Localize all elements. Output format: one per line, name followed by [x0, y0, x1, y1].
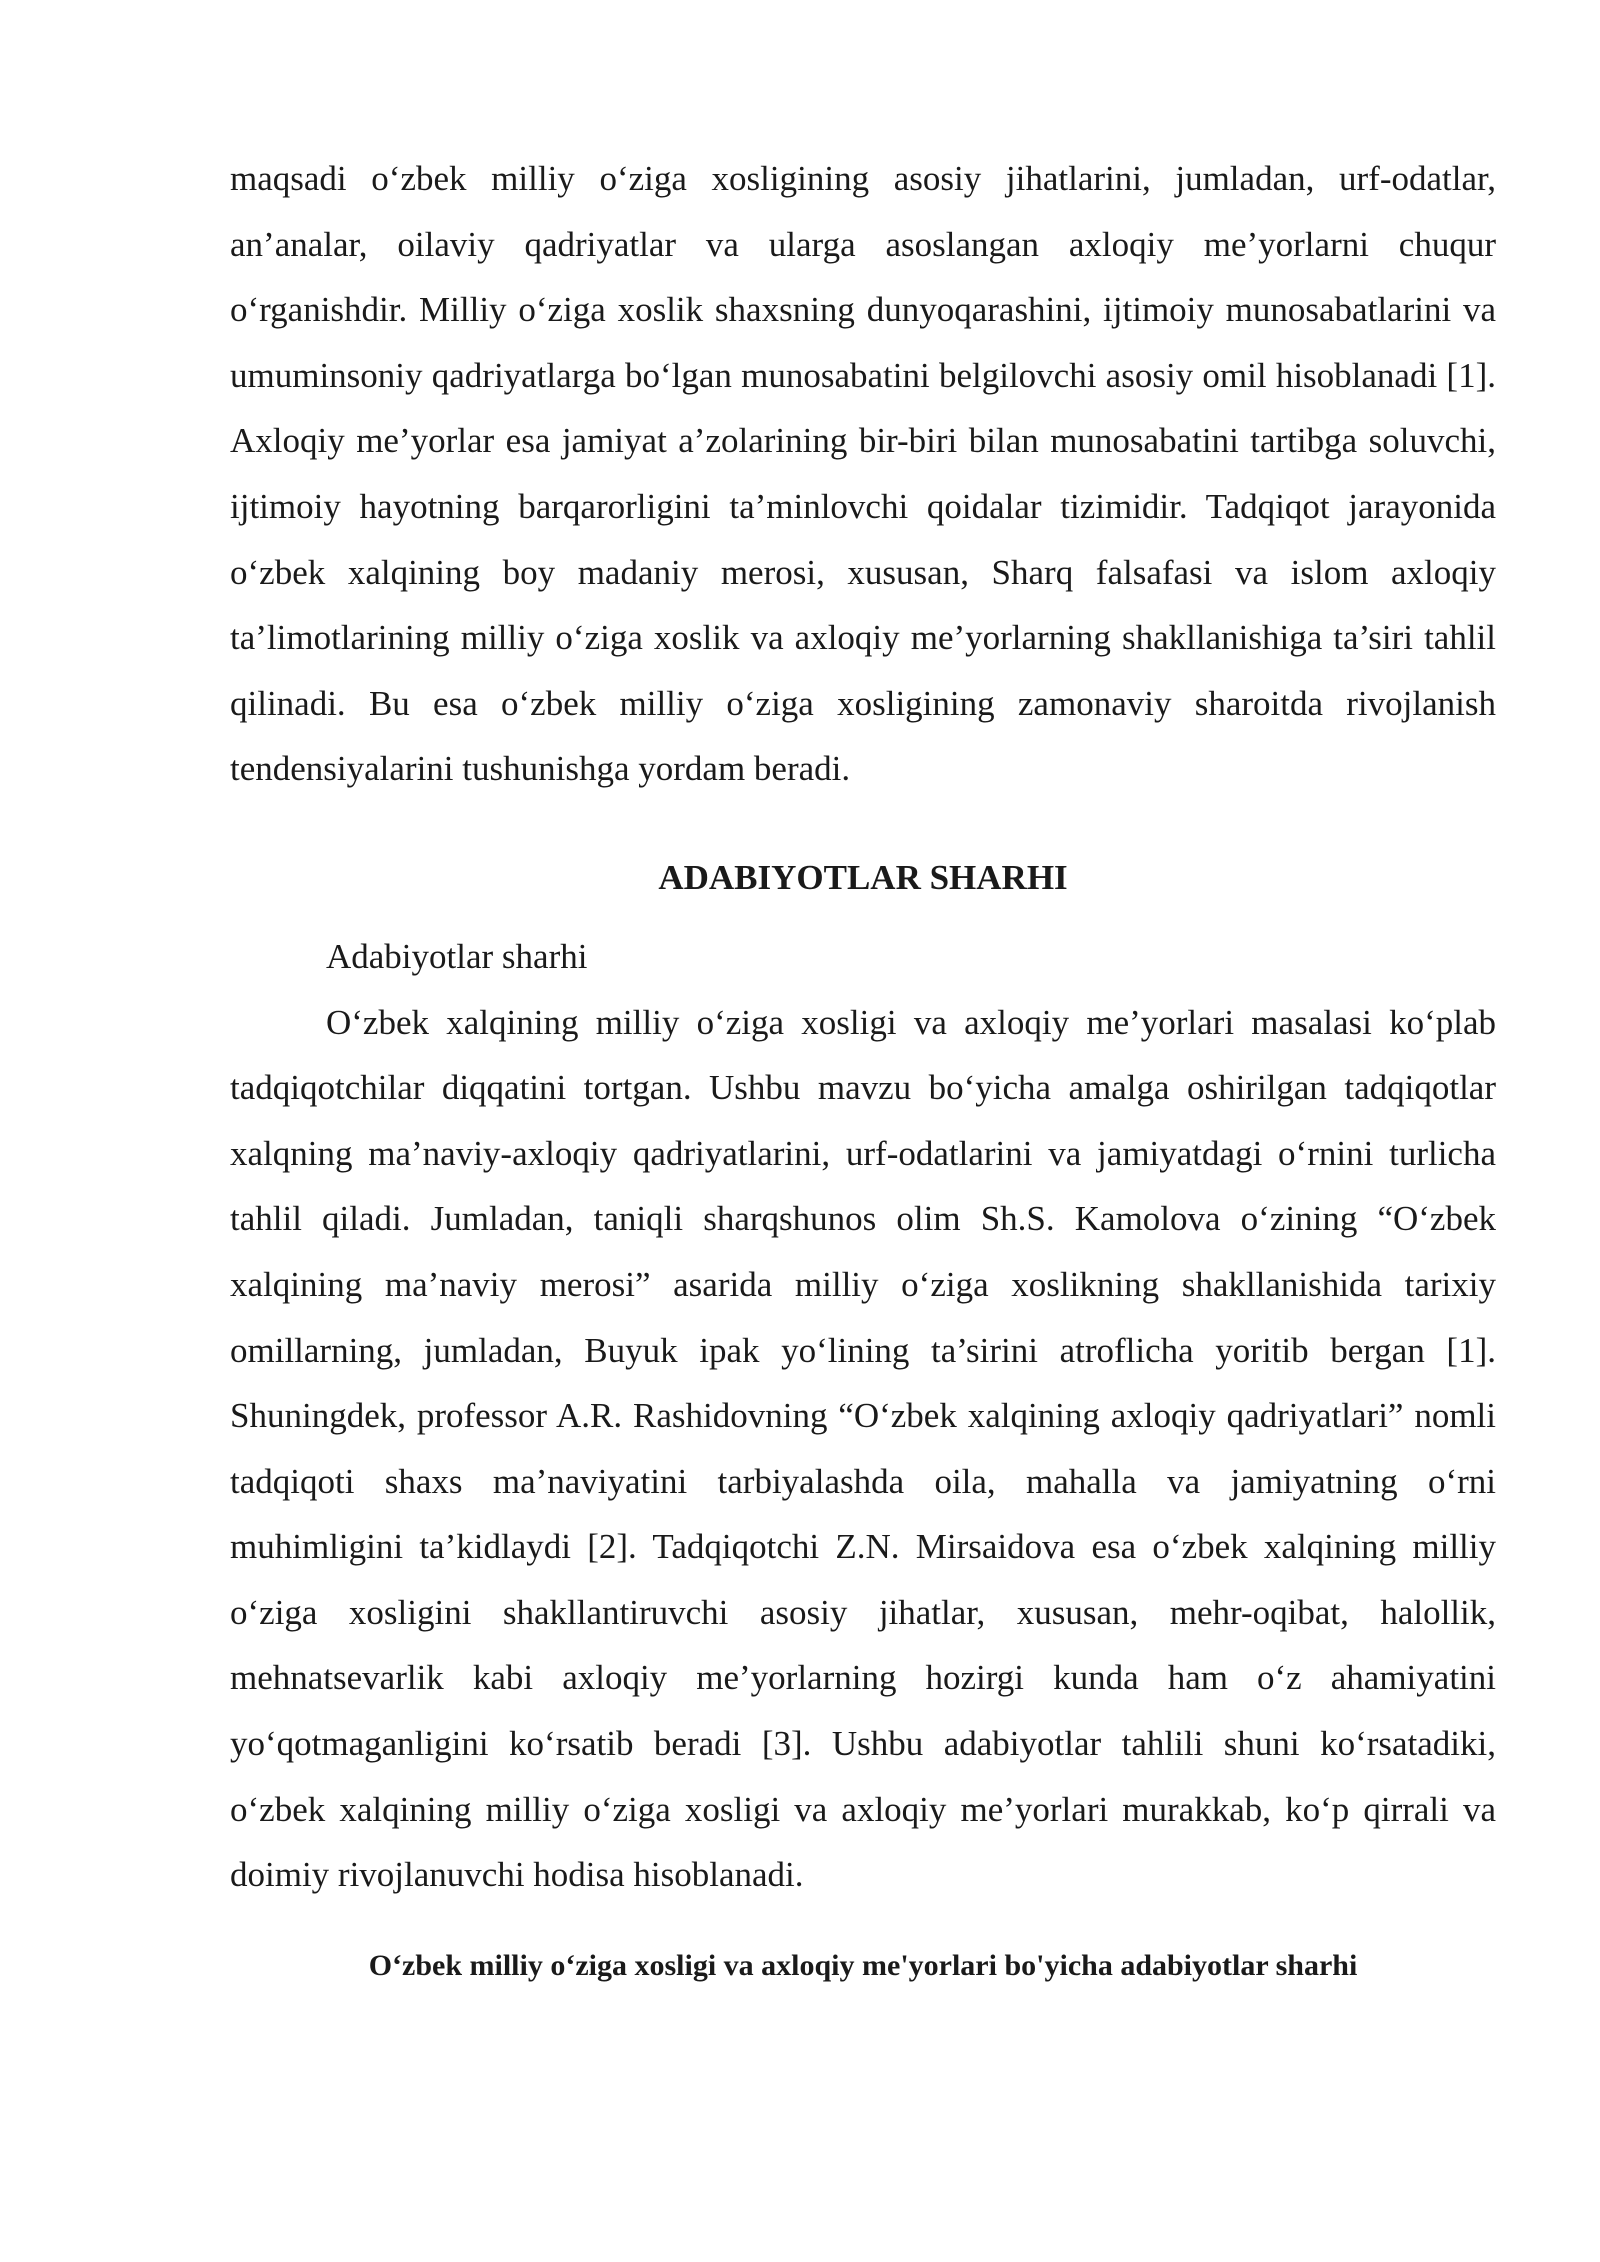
table-caption: O‘zbek milliy o‘ziga xosligi va axloqiy me'yorlari bo'yicha adabiyotlar sharhi	[368, 1948, 1358, 1982]
section-subheading: Adabiyotlar sharhi	[326, 936, 588, 976]
section-heading: ADABIYOTLAR SHARHI	[658, 857, 1068, 897]
intro-paragraph: maqsadi o‘zbek milliy o‘ziga xosligining asosiy jihatlarini, jumladan, urf-odatlar, an’analar, oilaviy qadriyatlar va ularga asoslangan axloqiy me’yorlarni chuqur o‘rganishdir. Milliy o‘ziga xoslik shaxsning dunyoqarashini, ijtimoiy munosabatlarini va umuminsoniy qadriyatlarga bo‘lgan munosabatini belgilovchi asosiy omil hisoblanadi [1]. Axloqiy me’yorlar esa jamiyat a’zolarining bir-biri bilan munosabatini tartibga soluvchi, ijtimoiy hayotning barqarorligini ta’minlovchi qoidalar tizimidir. Tadqiqot jarayonida o‘zbek xalqining boy madaniy merosi, xususan, Sharq falsafasi va islom axloqiy ta’limotlarining milliy o‘ziga xoslik va axloqiy me’yorlarning shakllanishiga ta’siri tahlil qilinadi. Bu esa o‘zbek milliy o‘ziga xosligining zamonaviy sharoitda rivojlanish tendensiyalarini tushunishga yordam beradi.	[230, 159, 1496, 789]
document-page	[230, 146, 1496, 1988]
review-paragraph: O‘zbek xalqining milliy o‘ziga xosligi va axloqiy me’yorlari masalasi ko‘plab tadqiqotchilar diqqatini tortgan. Ushbu mavzu bo‘yicha amalga oshirilgan tadqiqotlar xalqning ma’naviy-axloqiy qadriyatlarini, urf-odatlarini va jamiyatdagi o‘rnini turlicha tahlil qiladi. Jumladan, taniqli sharqshunos olim Sh.S. Kamolova o‘zining “O‘zbek xalqining ma’naviy merosi” asarida milliy o‘ziga xoslikning shakllanishida tarixiy omillarning, jumladan, Buyuk ipak yo‘lining ta’sirini atroflicha yoritib bergan [1]. Shuningdek, professor A.R. Rashidovning “O‘zbek xalqining axloqiy qadriyatlari” nomli tadqiqoti shaxs ma’naviyatini tarbiyalashda oila, mahalla va jamiyatning o‘rni muhimligini ta’kidlaydi [2]. Tadqiqotchi Z.N. Mirsaidova esa o‘zbek xalqining milliy o‘ziga xosligini shakllantiruvchi asosiy jihatlar, xususan, mehr-oqibat, halollik, mehnatsevarlik kabi axloqiy me’yorlarning hozirgi kunda ham o‘z ahamiyatini yo‘qotmaganligini ko‘rsatib beradi [3]. Ushbu adabiyotlar tahlili shuni ko‘rsatadiki, o‘zbek xalqining milliy o‘ziga xosligi va axloqiy me’yorlari murakkab, ko‘p qirrali va doimiy rivojlanuvchi hodisa hisoblanadi.	[230, 1002, 1496, 1895]
